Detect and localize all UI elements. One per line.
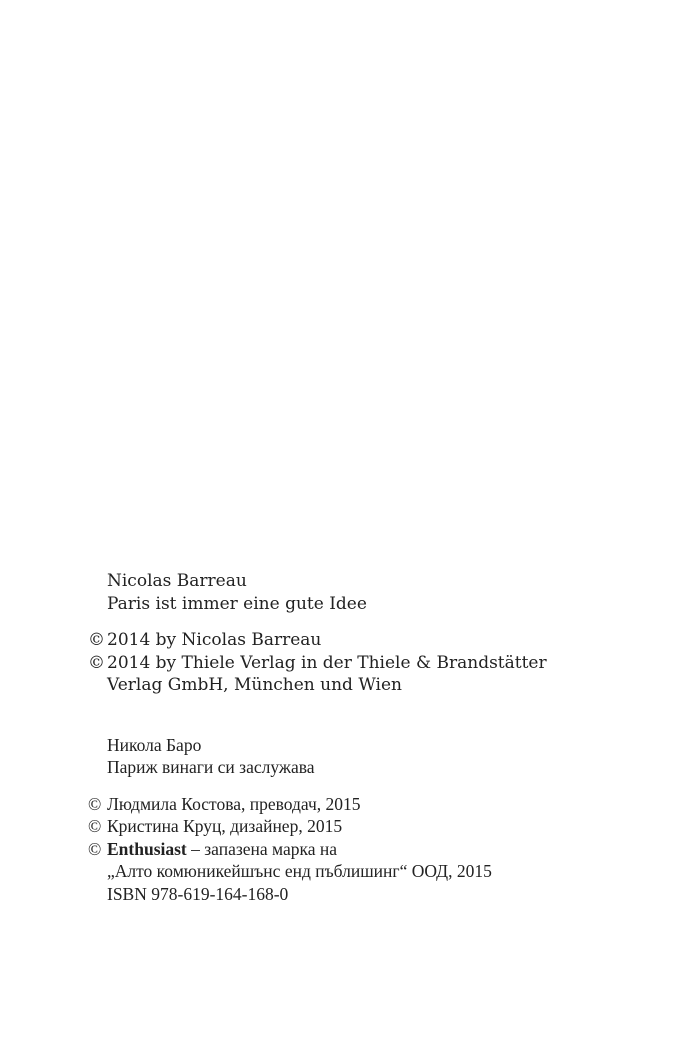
copyright-symbol: ©: [88, 630, 105, 650]
original-edition-block: [88, 570, 648, 615]
copyright-symbol: ©: [88, 816, 102, 836]
copyright-line: [88, 815, 648, 838]
original-author-line: [88, 570, 648, 593]
copyright-text: Людмила Костова, преводач, 2015: [107, 793, 361, 814]
trademark-continuation-line: [88, 860, 648, 883]
copyright-line: [88, 652, 648, 675]
translation-block: [88, 734, 648, 779]
original-title-line: [88, 593, 648, 616]
original-author: Nicolas Barreau: [107, 571, 247, 591]
copyright-text: 2014 by Thiele Verlag in der Thiele & Brandstätter: [107, 652, 547, 673]
translation-title-line: [88, 756, 648, 779]
translation-author: Никола Баро: [107, 734, 202, 755]
copyright-line: [88, 793, 648, 816]
copyright-symbol: ©: [88, 838, 102, 859]
copyright-text: Кристина Круц, дизайнер, 2015: [107, 816, 343, 836]
copyright-continuation: Verlag GmbH, München und Wien: [107, 675, 402, 695]
copyright-line: [88, 629, 648, 652]
trademark-continuation: „Алто комюникейшънс енд пъблишинг“ ООД, 2015: [107, 861, 492, 881]
original-title: Paris ist immer eine gute Idee: [107, 593, 367, 614]
copyright-symbol: ©: [88, 793, 102, 814]
publisher-brand: Enthusiast: [107, 838, 187, 859]
translation-copyright-block: [88, 793, 648, 906]
translation-author-line: [88, 734, 648, 757]
copyright-text: 2014 by Nicolas Barreau: [107, 630, 322, 650]
original-copyright-block: [88, 629, 648, 697]
isbn: ISBN 978-619-164-168-0: [107, 883, 289, 904]
translation-title: Париж винаги си заслужава: [107, 757, 315, 777]
trademark-line: [88, 838, 648, 861]
trademark-text: – запазена марка на: [186, 838, 338, 859]
colophon: [88, 570, 648, 905]
isbn-line: [88, 883, 648, 906]
copyright-continuation-line: [88, 674, 648, 697]
copyright-symbol: ©: [88, 652, 105, 673]
